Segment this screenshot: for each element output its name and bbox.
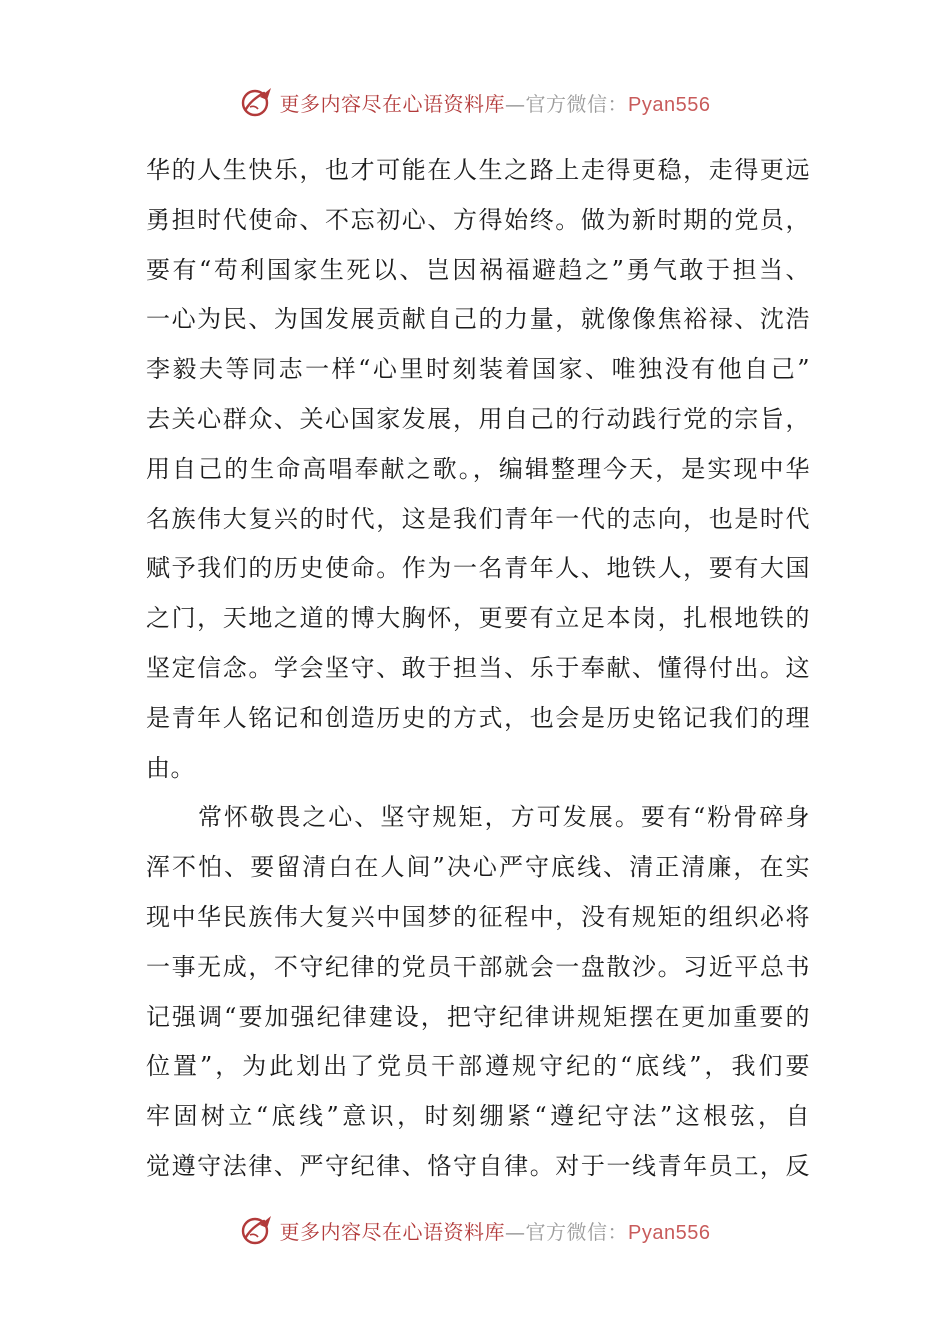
text-line: 位置”，为此划出了党员干部遵规守纪的“底线”，我们要: [146, 1052, 810, 1081]
text-line: 华的人生快乐，也才可能在人生之路上走得更稳，走得更远: [146, 156, 810, 184]
footer-brand: 更多内容尽在心语资料库: [279, 1219, 506, 1244]
text-line: 要有“苟利国家生死以、岂因祸福避趋之”勇气敢于担当、: [146, 255, 810, 284]
footer-banner: [0, 1210, 950, 1250]
text-line: 记强调“要加强纪律建设，把守纪律讲规矩摆在更加重要的: [146, 1002, 810, 1031]
footer-account-id: Pyan556: [628, 1221, 711, 1244]
document-body: [146, 146, 810, 1192]
pen-logo-icon: [240, 1213, 274, 1247]
text-line: 用自己的生命高唱奉献之歌。，编辑整理今天，是实现中华: [146, 454, 810, 483]
header-account-id: Pyan556: [628, 93, 711, 116]
pen-logo-icon: [240, 85, 274, 119]
header-account-label: 官方微信：: [525, 91, 629, 116]
text-line: 现中华民族伟大复兴中国梦的征程中，没有规矩的组织必将: [146, 902, 810, 931]
text-line: 一心为民、为国发展贡献自己的力量，就像像焦裕禄、沈浩: [146, 305, 810, 334]
text-line: 去关心群众、关心国家发展，用自己的行动践行党的宗旨，: [146, 404, 810, 433]
header-brand: 更多内容尽在心语资料库: [279, 91, 506, 116]
header-separator: —: [505, 91, 526, 116]
text-line: 由。: [146, 753, 195, 782]
text-line: 坚定信念。学会坚守、敢于担当、乐于奉献、懂得付出。这: [146, 653, 810, 682]
footer-separator: —: [505, 1219, 526, 1244]
text-line: 浑不怕、要留清白在人间”决心严守底线、清正清廉，在实: [146, 853, 810, 882]
header-text: [280, 88, 711, 117]
text-line: 一事无成，不守纪律的党员干部就会一盘散沙。习近平总书: [146, 952, 810, 981]
text-line: 牢固树立“底线”意识，时刻绷紧“遵纪守法”这根弦，自: [146, 1102, 810, 1131]
text-line: 之门，天地之道的博大胸怀，更要有立足本岗，扎根地铁的: [146, 604, 810, 633]
text-line: 李毅夫等同志一样“心里时刻装着国家、唯独没有他自己”: [146, 355, 810, 384]
text-line: 是青年人铭记和创造历史的方式，也会是历史铭记我们的理: [146, 703, 810, 732]
text-line: 勇担时代使命、不忘初心、方得始终。做为新时期的党员，: [146, 205, 810, 234]
header-banner: [0, 82, 950, 122]
text-line: 觉遵守法律、严守纪律、恪守自律。对于一线青年员工，反: [146, 1151, 810, 1180]
paragraph-start-line: 常怀敬畏之心、坚守规矩，方可发展。要有“粉骨碎身: [198, 803, 810, 832]
footer-account-label: 官方微信：: [525, 1219, 629, 1244]
text-line: 名族伟大复兴的时代，这是我们青年一代的志向，也是时代: [146, 504, 810, 533]
footer-text: [280, 1216, 711, 1245]
text-line: 赋予我们的历史使命。作为一名青年人、地铁人，要有大国: [146, 554, 810, 583]
